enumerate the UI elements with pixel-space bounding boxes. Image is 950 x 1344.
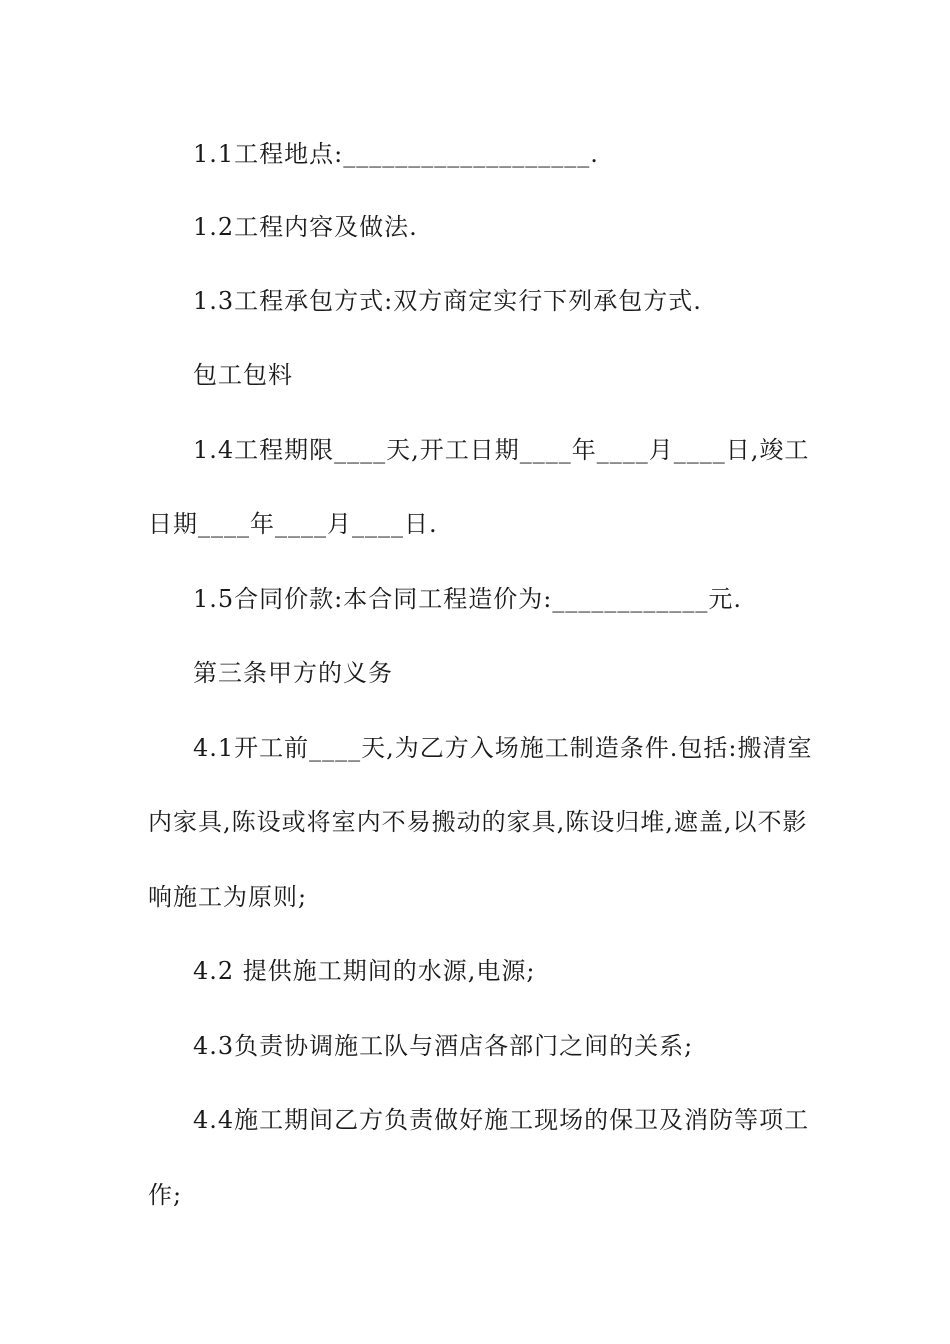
clause-4-4-continued: 作; bbox=[148, 1181, 183, 1209]
clause-1-4-duration: 1.4工程期限____天,开工日期____年____月____日,竣工 bbox=[193, 436, 810, 464]
clause-1-3-contract-mode: 1.3工程承包方式:双方商定实行下列承包方式. bbox=[193, 287, 702, 315]
clause-4-3-coordination: 4.3负责协调施工队与酒店各部门之间的关系; bbox=[193, 1032, 694, 1060]
clause-1-2-content: 1.2工程内容及做法. bbox=[193, 213, 418, 241]
clause-4-1-continued-2: 响施工为原则; bbox=[148, 883, 308, 911]
clause-4-1-preparation: 4.1开工前____天,为乙方入场施工制造条件.包括:搬清室 bbox=[193, 734, 813, 762]
article-3-heading: 第三条甲方的义务 bbox=[193, 659, 393, 687]
contract-mode-option: 包工包料 bbox=[193, 361, 293, 389]
clause-1-5-price: 1.5合同价款:本合同工程造价为:____________元. bbox=[193, 585, 742, 613]
clause-1-4-duration-continued: 日期____年____月____日. bbox=[148, 510, 438, 538]
clause-4-1-continued-1: 内家具,陈设或将室内不易搬动的家具,陈设归堆,遮盖,以不影 bbox=[148, 808, 808, 836]
clause-1-1-location: 1.1工程地点:___________________. bbox=[193, 140, 599, 168]
clause-4-4-security: 4.4施工期间乙方负责做好施工现场的保卫及消防等项工 bbox=[193, 1106, 810, 1134]
clause-4-2-utilities: 4.2 提供施工期间的水源,电源; bbox=[193, 957, 536, 985]
